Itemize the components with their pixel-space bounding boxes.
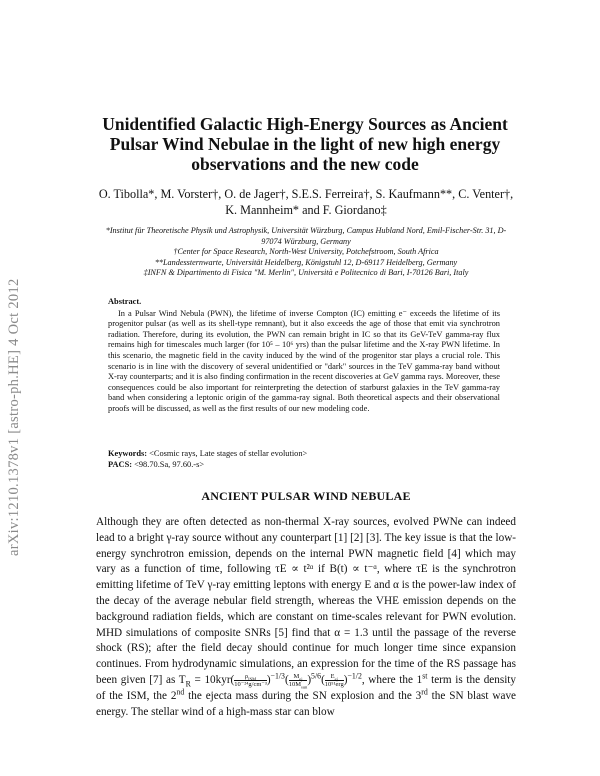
keywords-line <box>108 449 500 460</box>
abstract-text: In a Pulsar Wind Nebula (PWN), the lifetime of inverse Compton (IC) emitting e⁻ exceeds the lifetime of its progenitor pulsar (as well as its shell-type remnant), but it also exceeds the age of those that emit via synchrotron radiation. Therefore, during its evolution, the PWN can remain bright in IC so that its GeV-TeV gamma-ray flux remains high for timescales much larger (for 10⁵ – 10⁶ yrs) than the pulsar lifetime and the X-ray PWN lifetime. In this scenario, the magnetic field in the cavity induced by the wind of the progenitor star plays a crucial role. This scenario is in line with the discovery of several unidentified or "dark" sources in the TeV gamma-ray band without X-ray counterparts; and it is also finding confirmation in the recent discoveries at GeV gamma rays. Moreover, these consequences could be also important for reinterpreting the detection of starburst galaxies in the TeV gamma-ray band when considering a leptonic origin of the gamma-ray signal. Both theoretical aspects and their observational proofs will be discussed, as well as the first results of our new modeling code. <box>108 308 500 413</box>
fraction-mass: $\frac{M_{ej}}{10M_{sun}}$ <box>288 672 308 690</box>
pacs-value: <98.70.Sa, 97.60.-s> <box>134 459 205 469</box>
keywords-block <box>108 449 500 470</box>
pacs-label: PACS: <box>108 459 133 469</box>
fraction-energy: $\frac{E_{ej}}{\text{10⁵¹erg}}$ <box>324 672 344 688</box>
affiliation-potchefstroom: †Center for Space Research, North-West University, Potchefstroom, South Africa <box>173 247 439 257</box>
paper-title: Unidentified Galactic High-Energy Sources as Ancient Pulsar Wind Nebulae in the light of new high energy observations and the new code <box>102 114 508 174</box>
section-heading: ANCIENT PULSAR WIND NEBULAE <box>201 489 411 503</box>
fraction-density: $\frac{\rho_{ISM}}{\text{10⁻²⁴g/cm⁻³}}$ <box>234 672 267 688</box>
arxiv-identifier[interactable]: arXiv:1210.1378v1 [astro-ph.HE] 4 Oct 2012 <box>6 278 22 556</box>
affiliation-wuerzburg: *Institut für Theoretische Physik und Astrophysik, Universität Würzburg, Campus Hubland Nord, Emil-Fischer-Str. 31, D-97074 Würzburg, Germany <box>105 226 507 246</box>
body-text <box>96 515 516 720</box>
keywords-label: Keywords: <box>108 449 148 458</box>
affiliations <box>96 226 516 279</box>
abstract-label: Abstract. <box>108 297 142 306</box>
pacs-line <box>108 460 500 471</box>
affiliation-heidelberg: **Landessternwarte, Universität Heidelberg, Königstuhl 12, D-69117 Heidelberg, Germany <box>154 257 458 267</box>
abstract-block <box>108 297 500 415</box>
keywords-value: <Cosmic rays, Late stages of stellar evolution> <box>149 449 308 458</box>
author-list: O. Tibolla*, M. Vorster†, O. de Jager†, S.E.S. Ferreira†, S. Kaufmann**, C. Venter†, K. Mannheim* and F. Giordano‡ <box>98 187 514 217</box>
affiliation-bari: ‡INFN & Dipartimento di Fisica "M. Merlin", Università e Politecnico di Bari, I-70126 Bari, Italy <box>143 268 469 278</box>
body-paragraph: Although they are often detected as non-thermal X-ray sources, evolved PWNe can indeed lead to a bright γ-ray source without any counterpart [1] [2] [3]. The key issue is that the low-energy synchrotron emission, depends on the internal PWN magnetic field [4] which may vary as a function of time, following τE ∝ t²ᵅ if B(t) ∝ t⁻ᵅ, where τE is the synchrotron emitting lifetime of TeV γ-ray emitting leptons with energy E and α is the power-law index of the decay of the average nebular field strength, whereas the VHE emission depends on the background radiation fields, which are constant on time-scales relevant for PWN evolution. MHD simulations of composite SNRs [5] find that α = 1.3 until the passage of the reverse shock (RS); after the field decay should continue for much longer time since expansion continues. From hydrodynamic simulations, an expression for the time of the RS passage has been given [7] as $T_R = 10kyr$( $\frac{\rho_{ISM}}{\text{10⁻²⁴g/cm⁻³}}$ )$^{-1/3}$( $\frac{M_{ej}}{10M_{sun}}$ )$^{5/6}$( $\frac{E_{ej}}{\text{10⁵¹erg}}$ )$^{-1/2}$, where the 1st term is the density of the ISM, the 2nd the ejecta mass during the SN explosion and the 3rd the SN blast wave energy. The stellar wind of a high-mass star can blow <box>96 516 517 718</box>
